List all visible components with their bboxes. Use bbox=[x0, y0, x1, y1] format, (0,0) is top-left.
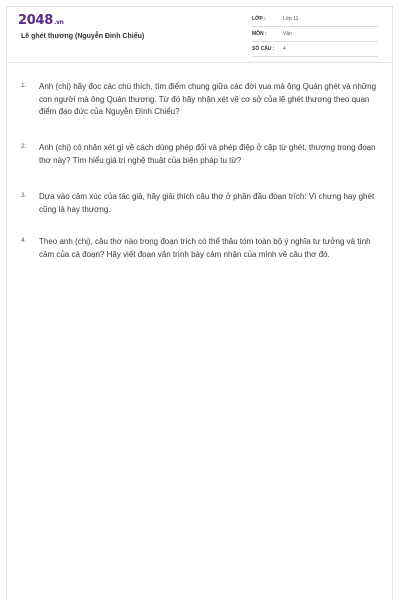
meta-value: Văn bbox=[283, 31, 292, 37]
logo-text: 2048 bbox=[18, 13, 53, 28]
question-number: 2. bbox=[21, 143, 27, 150]
site-logo[interactable] bbox=[18, 13, 64, 31]
meta-row-subject bbox=[252, 30, 378, 42]
question-number: 3. bbox=[21, 192, 27, 199]
meta-row-class bbox=[252, 15, 378, 27]
meta-value: 4 bbox=[283, 46, 286, 52]
question-text: Theo anh (chị), câu thơ nào trong đoạn trích có thể thâu tóm toàn bộ ý nghĩa tư tưởng và tình cảm của cả đoạn? Hãy viết đoạn văn trình bày cảm nhận của mình về câu thơ đó. bbox=[39, 237, 371, 259]
meta-value: Lớp 11 bbox=[283, 16, 299, 22]
logo-suffix: .vn bbox=[53, 19, 64, 26]
meta-label: LỚP : bbox=[252, 16, 266, 22]
document-title: Lê ghét thương (Nguyễn Đình Chiểu) bbox=[21, 33, 145, 40]
question-text: Anh (chị) hãy đọc các chú thích, tìm điểm chung giữa các đời vua mà ông Quán ghét và những con người mà ông Quán thương. Từ đó hãy nhận xét về cơ sở của lẽ ghét thương theo quan điểm đạo đức của Nguyễn Đình Chiểu? bbox=[39, 82, 377, 116]
meta-label: SỐ CÂU : bbox=[252, 46, 275, 52]
question-text: Dựa vào cảm xúc của tác giả, hãy giải thích câu thơ ở phần đầu đoạn trích: Vì chưng hay ghét cũng là hay thương. bbox=[39, 192, 375, 214]
meta-row-question-count bbox=[252, 45, 378, 57]
question-number: 1. bbox=[21, 82, 27, 89]
header-divider bbox=[7, 62, 392, 63]
meta-label: MÔN : bbox=[252, 31, 267, 37]
question-number: 4. bbox=[21, 237, 27, 244]
question-text: Anh (chị) có nhận xét gì về cách dùng phép đối và phép điệp ở cặp từ ghét, thương trong đoạn thơ này? Tìm hiểu giá trị nghệ thuật của biện pháp tu từ? bbox=[39, 143, 376, 165]
